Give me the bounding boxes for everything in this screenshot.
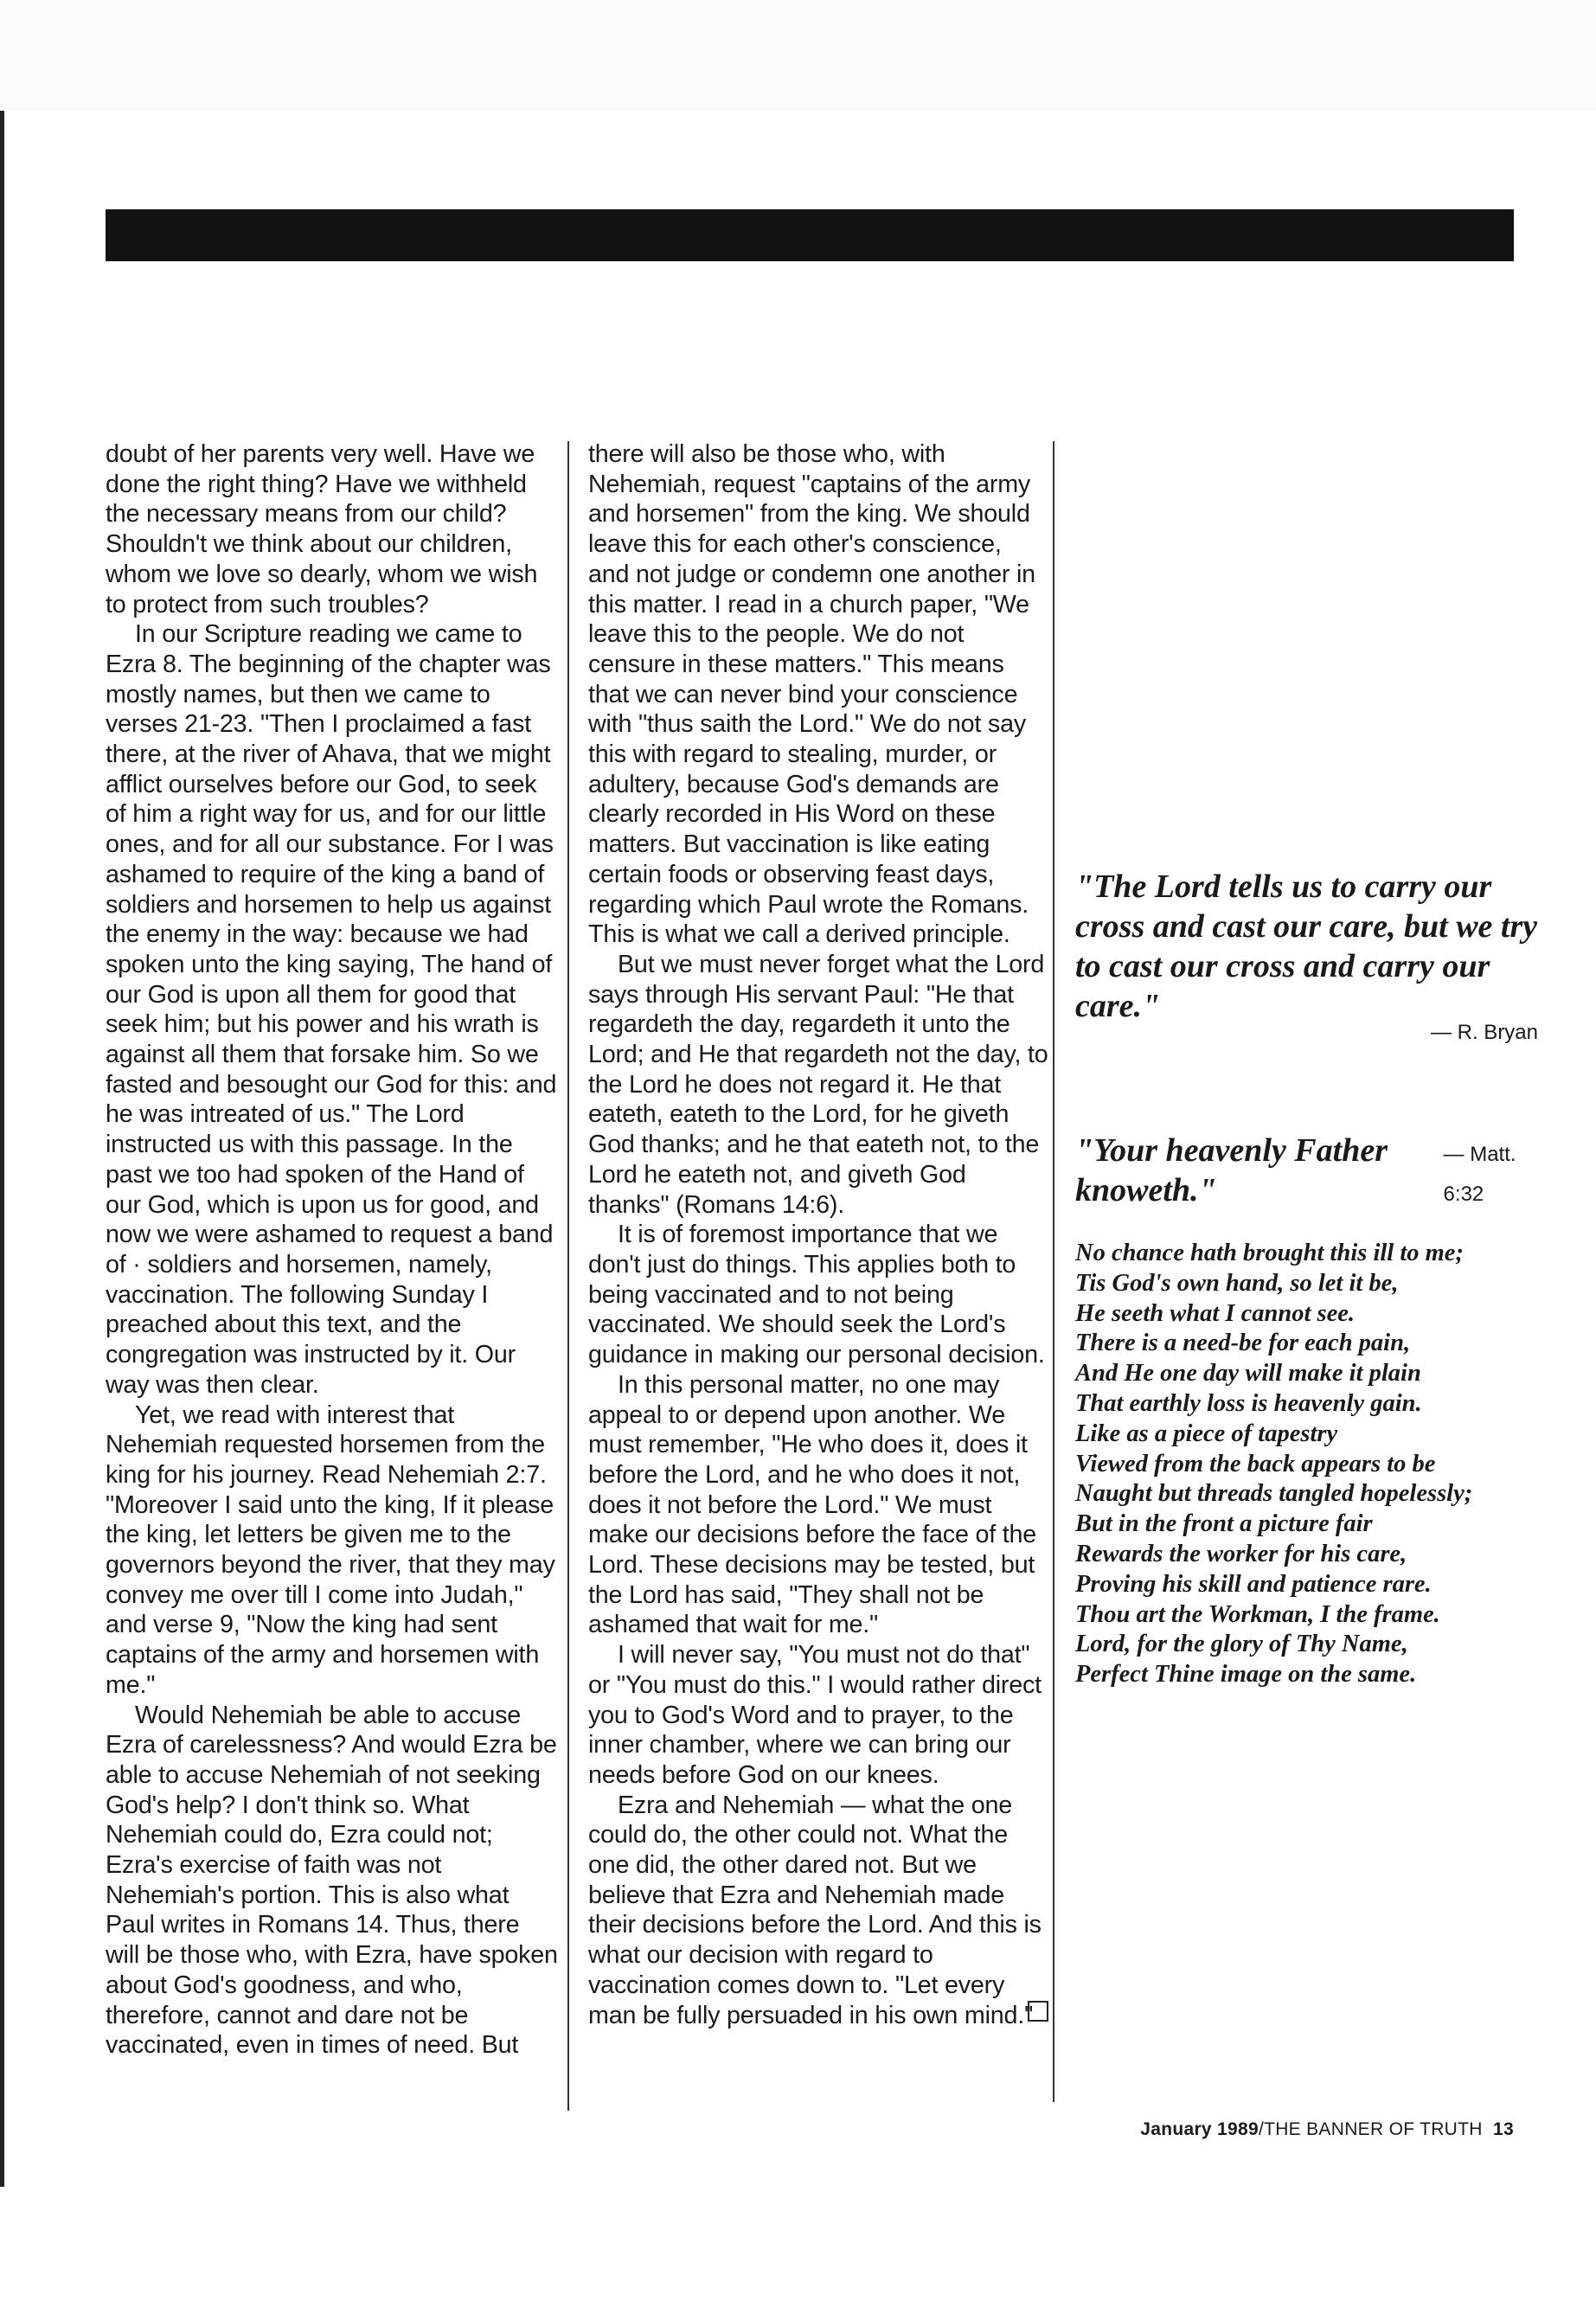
poem-line: He seeth what I cannot see. xyxy=(1075,1299,1356,1327)
poem-line: Lord, for the glory of Thy Name, xyxy=(1075,1631,1408,1658)
article-paragraph: But we must never forget what the Lord says through His servant Paul: "He that regardeth the day, regardeth it unto the Lord; and He that regardeth not the day, to the Lord he does not regard it. He that eateth, eateth to the Lord, for he giveth God thanks; and he that eateth not, to the Lord he eateth not, and giveth God thanks" (Romans 14:6). xyxy=(588,950,1048,1219)
quote-attribution: — R. Bryan xyxy=(1430,1021,1538,1044)
poem-line: There is a need-be for each pain, xyxy=(1075,1330,1411,1357)
poem-line: Like as a piece of tapestry xyxy=(1075,1420,1338,1447)
poem-line: And He one day will make it plain xyxy=(1075,1360,1421,1388)
article-paragraph: doubt of her parents very well. Have we done the right thing? Have we withheld the necessary means from our child? Shouldn't we think about our children, whom we love so dearly, whom we wish to protect from such troubles? xyxy=(106,440,538,619)
poem xyxy=(1075,1239,1538,1690)
quote-attribution: — Matt. 6:32 xyxy=(1443,1143,1516,1206)
article-paragraph: It is of foremost importance that we don't just do things. This applies both to being vaccinated and to not being vaccinated. We should seek the Lord's guidance in making our personal decision. xyxy=(588,1221,1045,1369)
poem-line: Proving his skill and patience rare. xyxy=(1075,1570,1432,1598)
poem-line: Perfect Thine image on the same. xyxy=(1075,1661,1417,1689)
article-column-2 xyxy=(588,439,1048,2030)
page-footer xyxy=(1140,2119,1514,2140)
scan-margin xyxy=(0,0,1596,111)
article-column-1 xyxy=(106,439,560,2061)
poem-line: Rewards the worker for his care, xyxy=(1075,1540,1407,1567)
quote-text: "The Lord tells us to carry our cross and cast our care, but we try to cast our cross and carry our care." xyxy=(1075,868,1538,1024)
poem-line: Thou art the Workman, I the frame. xyxy=(1075,1600,1440,1628)
scan-edge xyxy=(0,111,4,2187)
column-divider xyxy=(1053,441,1054,2102)
article-paragraph: there will also be those who, with Nehemiah, request "captains of the army and horsemen" from the king. We should leave this for each other's conscience, and not judge or condemn one another in this matter. I read in a church paper, "We leave this to the people. We do not censure in these matters." This means that we can never bind your conscience with "thus saith the Lord." We do not say this with regard to stealing, murder, or adultery, because God's demands are clearly recorded in His Word on these matters. But vaccination is like eating certain foods or observing feast days, regarding which Paul wrote the Romans. This is what we call a derived principle. xyxy=(588,440,1035,949)
poem-line: Tis God's own hand, so let it be, xyxy=(1075,1269,1399,1297)
poem-line: Naught but threads tangled hopelessly; xyxy=(1075,1480,1473,1508)
sidebar-quote-matthew xyxy=(1075,1131,1538,1690)
poem-line: That earthly loss is heavenly gain. xyxy=(1075,1389,1422,1417)
footer-date: January 1989 xyxy=(1140,2119,1259,2139)
page-number: 13 xyxy=(1493,2119,1514,2139)
footer-publication: /THE BANNER OF TRUTH xyxy=(1258,2119,1483,2139)
header-banner xyxy=(106,209,1514,261)
sidebar-quote-bryan xyxy=(1075,867,1538,1045)
quote-text: "Your heavenly Father knoweth." xyxy=(1075,1132,1388,1208)
article-paragraph: Would Nehemiah be able to accuse Ezra of carelessness? And would Ezra be able to accuse Nehemiah of not seeking God's help? I don't think so. What Nehemiah could do, Ezra could not; Ezra's exercise of faith was not Nehemiah's portion. This is also what Paul writes in Romans 14. Thus, there will be those who, with Ezra, have spoken about God's goodness, and who, therefore, cannot and dare not be vaccinated, even in times of need. But xyxy=(106,1701,558,2060)
article-paragraph: I will never say, "You must not do that" or "You must do this." I would rather direct you to God's Word and to prayer, to the inner chamber, where we can bring our needs before God on our knees. xyxy=(588,1641,1042,1789)
column-divider xyxy=(567,441,569,2111)
article-paragraph: In our Scripture reading we came to Ezra 8. The beginning of the chapter was mostly names, but then we came to verses 21-23. "Then I proclaimed a fast there, at the river of Ahava, that we might afflict ourselves before our God, to seek of him a right way for us, and for our little ones, and for all our substance. For I was ashamed to require of the king a band of soldiers and horsemen to help us against the enemy in the way: because we had spoken unto the king saying, The hand of our God is upon all them for good that seek him; but his power and his wrath is against all them that forsake him. So we fasted and besought our God for this: and he was intreated of us." The Lord instructed us with this passage. In the past we too had spoken of the Hand of our God, which is upon us for good, and now we were ashamed to request a band of · soldiers and horsemen, namely, vaccination. The following Sunday I preached about this text, and the congregation was instructed by it. Our way was then clear. xyxy=(106,620,557,1399)
article-paragraph: In this personal matter, no one may appeal to or depend upon another. We must remember, "He who does it, does it before the Lord, and he who does it not, does it not before the Lord." We must make our decisions before the face of the Lord. These decisions may be tested, but the Lord has said, "They shall not be ashamed that wait for me." xyxy=(588,1370,1037,1639)
article-paragraph: Yet, we read with interest that Nehemiah requested horsemen from the king for his journey. Read Nehemiah 2:7. "Moreover I said unto the king, If it please the king, let letters be given me to the governors beyond the river, that they may convey me over till I come into Judah," and verse 9, "Now the king had sent captains of the army and horsemen with me." xyxy=(106,1400,555,1699)
poem-line: But in the front a picture fair xyxy=(1075,1510,1373,1538)
end-of-article-icon xyxy=(1028,2001,1048,2022)
article-paragraph: Ezra and Nehemiah — what the one could do, the other could not. What the one did, the other dared not. But we believe that Ezra and Nehemiah made their decisions before the Lord. And this is what our decision with regard to vaccination comes down to. "Let every man be fully persuaded in his own mind." xyxy=(588,1791,1048,2031)
poem-line: No chance hath brought this ill to me; xyxy=(1075,1240,1464,1266)
poem-line: Viewed from the back appears to be xyxy=(1075,1450,1436,1477)
quote-heading xyxy=(1075,1131,1538,1215)
